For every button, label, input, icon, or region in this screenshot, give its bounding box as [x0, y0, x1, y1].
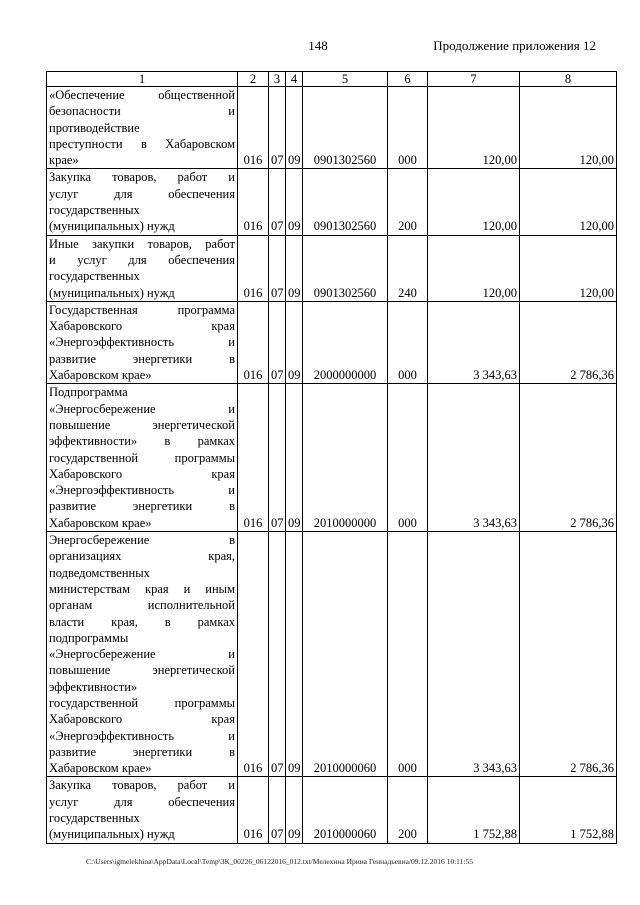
column-header: 6 [388, 72, 428, 87]
cell-item-name [47, 532, 238, 777]
cell-expense-type: 200 [388, 777, 428, 843]
cell-subsection: 09 [286, 169, 303, 235]
item-name-line: Подпрограмма [49, 385, 128, 400]
item-name-line: развитие энергетики в [49, 744, 235, 759]
item-name-line: подпрограммы [49, 630, 129, 645]
cell-item-name [47, 235, 238, 301]
cell-ministry-code: 016 [238, 777, 269, 843]
column-header: 7 [428, 72, 520, 87]
cell-amount-year1: 120,00 [428, 87, 520, 169]
cell-expense-type: 000 [388, 384, 428, 532]
table-row [47, 301, 617, 383]
table-row [47, 235, 617, 301]
cell-section: 07 [269, 87, 286, 169]
cell-item-name [47, 87, 238, 169]
budget-table [46, 71, 617, 844]
cell-target-article: 0901302560 [303, 169, 388, 235]
item-name-line: «Обеспечение общественной [49, 88, 235, 102]
item-name-line: «Энергоэффективность и [49, 483, 235, 498]
item-name-line: министерствам края и иным [49, 581, 235, 596]
cell-expense-type: 000 [388, 87, 428, 169]
column-header: 4 [286, 72, 303, 87]
cell-subsection: 09 [286, 301, 303, 383]
item-name-line: (муниципальных) нужд [49, 285, 175, 300]
cell-ministry-code: 016 [238, 301, 269, 383]
item-name-line: Хабаровского края [49, 466, 235, 481]
item-name-line: «Энергоэффективность и [49, 335, 235, 350]
item-name-line: (муниципальных) нужд [49, 827, 175, 842]
cell-amount-year1: 120,00 [428, 235, 520, 301]
cell-ministry-code: 016 [238, 532, 269, 777]
cell-section: 07 [269, 235, 286, 301]
table-row [47, 777, 617, 843]
cell-target-article: 2010000000 [303, 384, 388, 532]
column-header: 3 [269, 72, 286, 87]
item-name-line: государственных [49, 269, 140, 284]
appendix-continuation-label: Продолжение приложения 12 [433, 38, 596, 53]
cell-amount-year2: 120,00 [520, 87, 617, 169]
item-name-line: государственной программы [49, 450, 235, 465]
item-name-line: государственных [49, 203, 140, 218]
cell-amount-year2: 2 786,36 [520, 384, 617, 532]
item-name-line: эффективности» [49, 679, 138, 694]
item-name-line: «Энергосбережение и [49, 647, 235, 662]
cell-target-article: 0901302560 [303, 87, 388, 169]
item-name-line: развитие энергетики в [49, 499, 235, 514]
item-name-line: развитие энергетики в [49, 351, 235, 366]
item-name-line: Хабаровского края [49, 712, 235, 727]
item-name-line: и услуг для обеспечения [49, 252, 235, 267]
cell-target-article: 2010000060 [303, 777, 388, 843]
page-number: 148 [308, 38, 328, 53]
cell-section: 07 [269, 169, 286, 235]
cell-amount-year2: 2 786,36 [520, 301, 617, 383]
cell-amount-year2: 120,00 [520, 169, 617, 235]
item-name-line: услуг для обеспечения [49, 186, 235, 201]
cell-item-name [47, 384, 238, 532]
cell-item-name [47, 301, 238, 383]
column-header: 1 [47, 72, 238, 87]
item-name-line: Энергосбережение в [49, 533, 235, 548]
item-name-line: Хабаровском крае» [49, 368, 152, 383]
cell-amount-year1: 1 752,88 [428, 777, 520, 843]
cell-subsection: 09 [286, 384, 303, 532]
item-name-line: органам исполнительной [49, 598, 235, 613]
item-name-line: подведомственных [49, 565, 150, 580]
cell-target-article: 2000000000 [303, 301, 388, 383]
cell-ministry-code: 016 [238, 235, 269, 301]
column-header: 8 [520, 72, 617, 87]
cell-expense-type: 000 [388, 532, 428, 777]
column-header: 2 [238, 72, 269, 87]
item-name-line: «Энергоэффективность и [49, 728, 235, 743]
cell-target-article: 0901302560 [303, 235, 388, 301]
item-name-line: (муниципальных) нужд [49, 219, 175, 234]
cell-item-name [47, 777, 238, 843]
cell-target-article: 2010000060 [303, 532, 388, 777]
table-row [47, 384, 617, 532]
cell-subsection: 09 [286, 87, 303, 169]
item-name-line: Иные закупки товаров, работ [49, 236, 235, 251]
cell-expense-type: 200 [388, 169, 428, 235]
item-name-line: власти края, в рамках [49, 614, 235, 629]
cell-expense-type: 000 [388, 301, 428, 383]
item-name-line: услуг для обеспечения [49, 794, 235, 809]
item-name-line: повышение энергетической [49, 663, 235, 678]
cell-amount-year2: 1 752,88 [520, 777, 617, 843]
table-row [47, 532, 617, 777]
item-name-line: эффективности» в рамках [49, 434, 235, 449]
file-path-footer: C:\Users\igmelekhina\AppData\Local\Temp\ЗК_00226_06122016_012.txt/Мелехина Ирина Геннадьевна/09.12.2016 10:11:55 [86, 857, 473, 866]
column-header: 5 [303, 72, 388, 87]
item-name-line: государственных [49, 811, 140, 826]
cell-item-name [47, 169, 238, 235]
cell-amount-year2: 2 786,36 [520, 532, 617, 777]
cell-amount-year2: 120,00 [520, 235, 617, 301]
cell-subsection: 09 [286, 532, 303, 777]
item-name-line: безопасности и [49, 104, 235, 119]
table-header-row [47, 72, 617, 87]
cell-expense-type: 240 [388, 235, 428, 301]
cell-amount-year1: 120,00 [428, 169, 520, 235]
cell-amount-year1: 3 343,63 [428, 384, 520, 532]
item-name-line: «Энергосбережение и [49, 401, 235, 416]
item-name-line: повышение энергетической [49, 417, 235, 432]
item-name-line: противодействие [49, 120, 140, 135]
item-name-line: Хабаровском крае» [49, 515, 152, 530]
item-name-line: Государственная программа [49, 302, 235, 317]
table-row [47, 87, 617, 169]
item-name-line: Хабаровского края [49, 319, 235, 334]
cell-ministry-code: 016 [238, 87, 269, 169]
cell-section: 07 [269, 384, 286, 532]
item-name-line: Закупка товаров, работ и [49, 170, 235, 185]
item-name-line: государственной программы [49, 695, 235, 710]
cell-section: 07 [269, 301, 286, 383]
cell-section: 07 [269, 532, 286, 777]
cell-subsection: 09 [286, 235, 303, 301]
item-name-line: крае» [49, 153, 79, 168]
cell-amount-year1: 3 343,63 [428, 301, 520, 383]
item-name-line: Закупка товаров, работ и [49, 778, 235, 793]
table-row [47, 169, 617, 235]
cell-subsection: 09 [286, 777, 303, 843]
item-name-line: организациях края, [49, 549, 235, 564]
item-name-line: преступности в Хабаровском [49, 136, 235, 151]
cell-section: 07 [269, 777, 286, 843]
cell-ministry-code: 016 [238, 169, 269, 235]
item-name-line: Хабаровском крае» [49, 761, 152, 776]
cell-ministry-code: 016 [238, 384, 269, 532]
cell-amount-year1: 3 343,63 [428, 532, 520, 777]
